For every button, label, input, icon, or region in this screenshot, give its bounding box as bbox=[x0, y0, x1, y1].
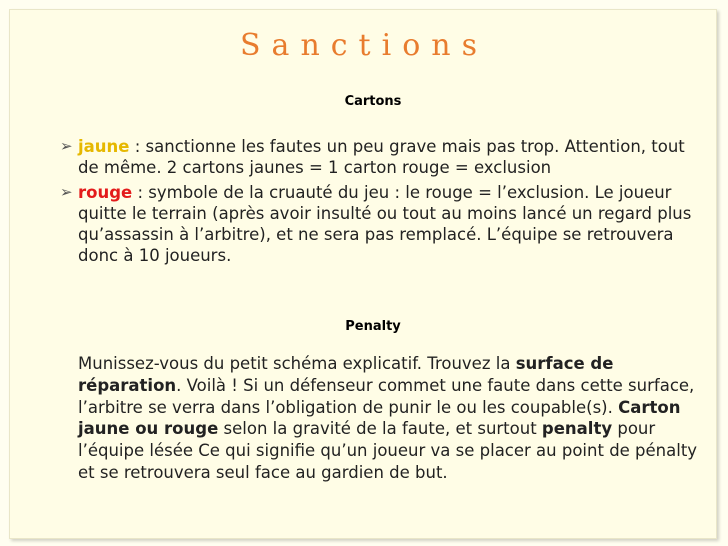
para-text: pour l’équipe lésée Ce qui signifie qu’un joueur va se placer au point de pénalty et se retrouvera seul face au gardien de but. bbox=[78, 419, 698, 482]
keyword-rouge: rouge bbox=[78, 183, 133, 202]
slide-title: Sanctions bbox=[240, 28, 488, 63]
para-text: Munissez-vous du petit schéma explicatif. Trouvez la bbox=[78, 354, 516, 373]
bold-term: surface de réparation bbox=[78, 354, 614, 395]
section-heading-penalty: Penalty bbox=[345, 319, 401, 334]
section-heading-cartons: Cartons bbox=[344, 94, 402, 109]
para-text: . Voilà ! Si un défenseur commet une faute dans cette surface, l’arbitre se verra dans l’obligation de punir le ou les coupable(s). bbox=[78, 375, 695, 417]
bold-term: Carton jaune ou rouge bbox=[78, 397, 681, 439]
bullet-jaune bbox=[60, 136, 700, 178]
cartons-list bbox=[60, 136, 700, 270]
para-text: selon la gravité de la faute, et surtout bbox=[218, 419, 542, 439]
arrow-bullet-icon: ➢ bbox=[60, 183, 73, 201]
bullet-rouge bbox=[60, 182, 700, 266]
arrow-bullet-icon: ➢ bbox=[60, 137, 73, 155]
bullet-text-rouge: : symbole de la cruauté du jeu : le rouge = l’exclusion. Le joueur quitte le terrain (après avoir insulté ou tout au moins lancé un regard plus qu’assassin à l’arbitre), et ne sera pas remplacé. L’équipe se retrouvera donc à 10 joueurs. bbox=[78, 183, 692, 265]
penalty-paragraph bbox=[78, 353, 710, 484]
bullet-text-jaune: : sanctionne les fautes un peu grave mais pas trop. Attention, tout de même. 2 cartons jaunes = 1 carton rouge = exclusion bbox=[78, 137, 685, 177]
bold-term: penalty bbox=[541, 419, 613, 439]
keyword-jaune: jaune bbox=[78, 137, 130, 156]
